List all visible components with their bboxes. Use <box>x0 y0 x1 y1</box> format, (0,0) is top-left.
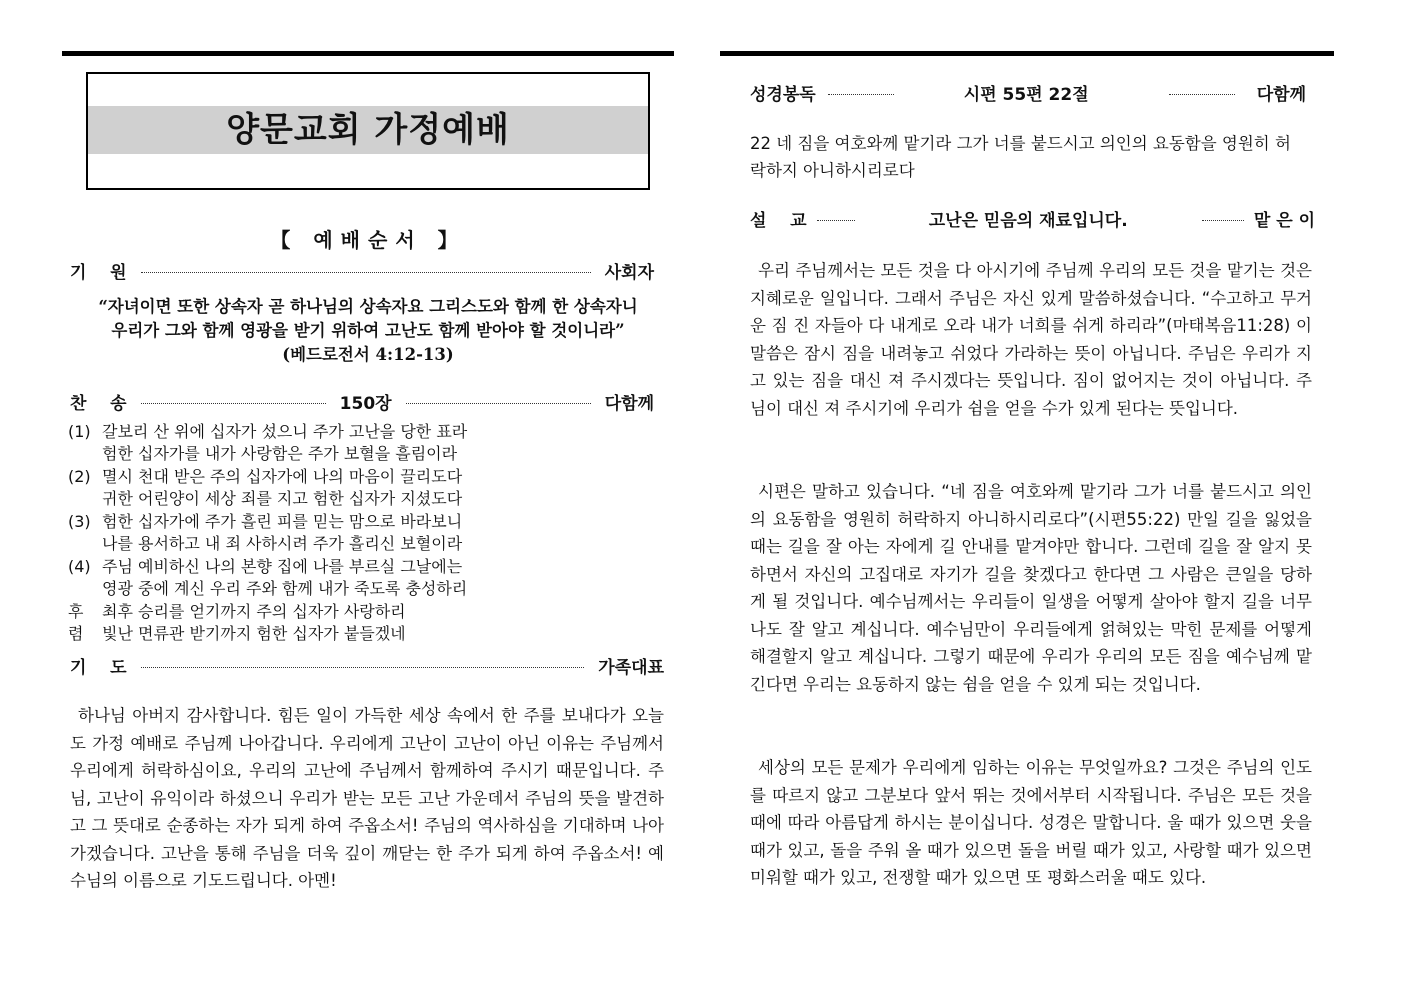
leader-dots <box>141 272 591 273</box>
scripture-line: 22 네 짐을 여호와께 맡기라 그가 너를 붙드시고 의인의 요동함을 영원히 허 <box>750 134 1291 153</box>
hymn-verse <box>68 466 668 510</box>
quote-line: 우리가 그와 함께 영광을 받기 위하여 고난도 함께 받아야 할 것이니라” <box>111 321 625 340</box>
reading-label: 성경봉독 <box>750 85 816 105</box>
top-rule <box>62 51 674 56</box>
refrain-line <box>68 623 668 645</box>
refrain-text: 빛난 면류관 받기까지 험한 십자가 붙들겠네 <box>102 624 406 643</box>
leader-dots <box>1169 94 1235 95</box>
prayer-text: 하나님 아버지 감사합니다. 힘든 일이 가득한 세상 속에서 한 주를 보내다가 오늘도 가정 예배로 주님께 나아갑니다. 우리에게 고난이 고난이 아닌 이유는 주님께서 우리에게 허락하심이요, 우리의 고난에 주님께서 함께하여 주시기 때문입니다. 주님, 고난이 유익이라 하셨으니 우리가 받는 모든 고난 가운데서 주님의 뜻을 발견하고 그 뜻대로 순종하는 자가 되게 하여 주옵소서! 주님의 역사하심을 기대하며 나아가겠습니다. 고난을 통해 주님을 더욱 깊이 깨닫는 한 주가 되게 하여 주옵소서! 예수님의 이름으로 기도드립니다. 아멘! <box>70 706 664 890</box>
hymn-verse <box>68 511 668 555</box>
hymn-leader: 다함께 <box>604 394 655 414</box>
reading-leader: 다함께 <box>1256 85 1306 105</box>
scripture-text <box>750 130 1320 184</box>
hymn-number: 150장 <box>339 394 392 414</box>
leader-dots <box>141 667 585 668</box>
invocation-leader: 사회자 <box>604 263 654 283</box>
leader-dots <box>141 403 326 404</box>
refrain-line <box>68 601 668 623</box>
verse-line: 영광 중에 계신 우리 주와 함께 내가 죽도록 충성하리 <box>102 579 468 598</box>
verse-number: (4) <box>68 557 91 576</box>
verse-line: 귀한 어린양이 세상 죄를 지고 험한 십자가 지셨도다 <box>102 489 463 508</box>
reading-reference: 시편 55편 22절 <box>963 85 1089 105</box>
refrain-marker: 렴 <box>68 624 84 643</box>
leader-dots <box>1202 220 1244 221</box>
prayer-row <box>70 653 664 678</box>
title-box <box>86 72 650 190</box>
prayer-leader: 가족대표 <box>598 658 664 678</box>
verse-line: 주님 예비하신 나의 본향 집에 나를 부르실 그날에는 <box>102 557 463 576</box>
leader-dots <box>406 403 591 404</box>
verse-line: 멸시 천대 받은 주의 십자가에 나의 마음이 끌리도다 <box>102 467 463 486</box>
invocation-row <box>70 258 654 283</box>
invocation-label: 기 원 <box>70 263 127 283</box>
sermon-paragraph: 세상의 모든 문제가 우리에게 임하는 이유는 무엇일까요? 그것은 주님의 인도를 따르지 않고 그분보다 앞서 뛰는 것에서부터 시작됩니다. 주님은 모든 것을 때에 따라 아름답게 하시는 분이십니다. 성경은 말합니다. 울 때가 있으면 웃을 때가 있고, 돌을 주워 올 때가 있으면 돌을 버릴 때가 있고, 사랑할 때가 있으면 미워할 때가 있고, 전쟁할 때가 있으면 또 평화스러울 때도 있다. <box>750 758 1312 887</box>
hymn-lyrics <box>68 421 668 645</box>
verse-line: 나를 용서하고 내 죄 사하시려 주가 흘리신 보혈이라 <box>102 534 463 553</box>
scripture-line: 락하지 아니하시리로다 <box>750 161 915 180</box>
sermon-preacher: 맡 은 이 <box>1253 211 1315 231</box>
scripture-quote <box>62 295 674 367</box>
prayer-label: 기 도 <box>70 658 127 678</box>
reading-row <box>750 80 1306 105</box>
leader-dots <box>817 220 855 221</box>
verse-number: (2) <box>68 467 91 486</box>
verse-number: (1) <box>68 422 91 441</box>
verse-line: 갈보리 산 위에 십자가 섰으니 주가 고난을 당한 표라 <box>102 422 468 441</box>
top-rule <box>720 51 1334 56</box>
leader-dots <box>828 94 894 95</box>
hymn-verse <box>68 421 668 465</box>
hymn-label: 찬 송 <box>70 394 127 414</box>
verse-number: (3) <box>68 512 91 531</box>
quote-line: “자녀이면 또한 상속자 곧 하나님의 상속자요 그리스도와 함께 한 상속자니 <box>98 297 638 316</box>
sermon-paragraph: 우리 주님께서는 모든 것을 다 아시기에 주님께 우리의 모든 것을 맡기는 것은 지혜로운 일입니다. 그래서 주님은 자신 있게 말씀하셨습니다. “수고하고 무거운 짐 진 자들아 다 내게로 오라 내가 너희를 쉬게 하리라”(마태복음11:28) 이 말씀은 잠시 짐을 내려놓고 쉬었다 가라하는 뜻이 아닙니다. 주님은 우리가 지고 있는 짐을 대신 져 주시겠다는 뜻입니다. 짐이 없어지는 것이 아닙니다. 주님이 대신 져 주시기에 우리가 쉼을 얻을 수가 있게 된다는 뜻입니다. <box>750 261 1312 418</box>
verse-line: 험한 십자가에 주가 흘린 피를 믿는 맘으로 바라보니 <box>102 512 463 531</box>
quote-reference: (베드로전서 4:12-13) <box>282 345 454 364</box>
refrain-text: 최후 승리를 얻기까지 주의 십자가 사랑하리 <box>102 602 406 621</box>
hymn-row <box>70 389 654 414</box>
refrain-marker: 후 <box>68 602 84 621</box>
sermon-paragraph: 시편은 말하고 있습니다. “네 짐을 여호와께 맡기라 그가 너를 붙드시고 의인의 요동함을 영원히 허락하지 아니하시리로다”(시편55:22) 만일 길을 잃었을 때는 길을 잘 아는 자에게 길 안내를 맡겨야만 합니다. 그런데 길을 잘 알지 못하면서 자신의 고집대로 자기가 길을 찾겠다고 한다면 그 사람은 큰일을 당하게 될 것입니다. 예수님께서는 우리들이 일생을 어떻게 살아야 할지 길을 너무나도 잘 알고 계십니다. 예수님만이 우리들에게 얽혀있는 막힌 문제를 어떻게 해결할지 알고 계십니다. 그렇기 때문에 우리가 우리의 모든 짐을 예수님께 맡긴다면 우리는 요동하지 않는 쉼을 얻을 수 있게 되는 것입니다. <box>750 482 1312 694</box>
order-heading: 【 예배순서 】 <box>270 228 466 252</box>
verse-line: 험한 십자가를 내가 사랑함은 주가 보혈을 흘림이라 <box>102 444 458 463</box>
sermon-row <box>750 206 1315 231</box>
sermon-title: 고난은 믿음의 재료입니다. <box>928 211 1128 231</box>
sermon-label: 설 교 <box>750 211 807 231</box>
hymn-verse <box>68 556 668 600</box>
page-title: 양문교회 가정예배 <box>88 106 648 154</box>
